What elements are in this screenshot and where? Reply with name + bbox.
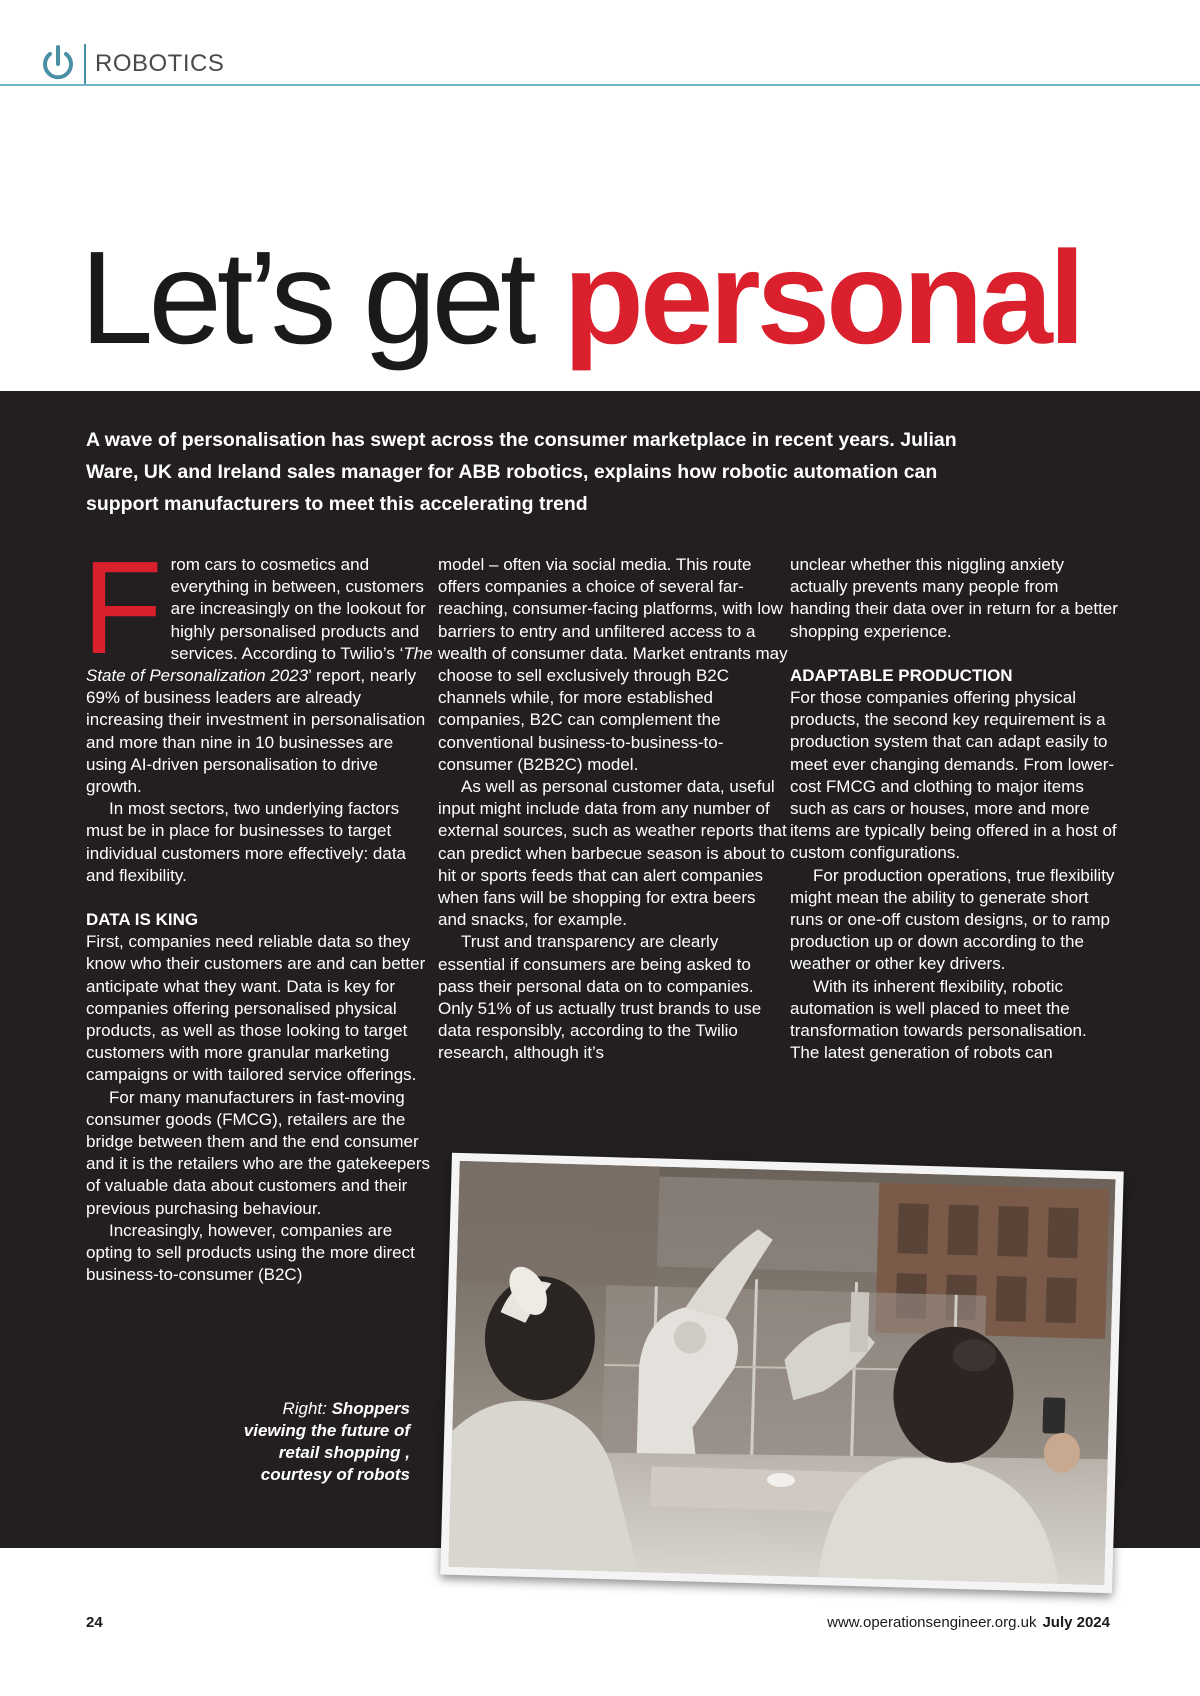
article-photo xyxy=(440,1153,1124,1594)
section-label: ROBOTICS xyxy=(95,50,225,77)
paragraph: As well as personal customer data, useful input might include data from any number of external sources, such as weather reports that can predict when barbecue season is about to hit or sports feeds that can alert companies when fans will be shopping for extra beers and snacks, for example. xyxy=(438,777,787,930)
paragraph: Increasingly, however, companies are opting to sell products using the more direct business-to-consumer (B2C) xyxy=(86,1220,415,1285)
paragraph: model – often via social media. This route offers companies a choice of several far-reaching, consumer-facing platforms, with low barriers to entry and unfiltered access to a wealth of consumer data. Market entrants may choose to sell exclusively through B2C channels while, for more established companies, B2C can complement the conventional business-to-business-to-consumer (B2B2C) model. xyxy=(438,555,788,774)
paragraph: First, companies need reliable data so they know who their customers are and can better anticipate what they want. Data is key for companies offering personalised physical products, as well as those looking to target customers with more granular marketing campaigns or with tailored service offerings. xyxy=(86,932,426,1085)
header-divider xyxy=(84,44,86,84)
subheading-data-is-king: DATA IS KING xyxy=(86,910,199,930)
standfirst: A wave of personalisation has swept across the consumer marketplace in recent years. Julian Ware, UK and Ireland sales manager for ABB robotics, explains how robotic automation can support manufacturers to meet this accelerating trend xyxy=(86,429,957,515)
shoppers-robot-photo xyxy=(448,1161,1115,1585)
subheading-adaptable-production: ADAPTABLE PRODUCTION xyxy=(790,665,1013,685)
photo-caption xyxy=(228,1398,410,1486)
paragraph: unclear whether this niggling anxiety actually prevents many people from handing their data over in return for a better shopping experience. xyxy=(790,555,1118,641)
column-1 xyxy=(82,534,436,1287)
website: www.operationsengineer.org.uk xyxy=(827,1614,1037,1631)
page-header xyxy=(0,0,1200,86)
column-3 xyxy=(790,554,1120,1064)
paragraph: For many manufacturers in fast-moving consumer goods (FMCG), retailers are the bridge between them and the end consumer and it is the retailers who are the gatekeepers of valuable data about customers and their previous purchasing behaviour. xyxy=(86,1087,430,1218)
drop-cap: F xyxy=(82,534,163,681)
paragraph: For those companies offering physical products, the second key requirement is a production system that can adapt easily to meet ever changing demands. From lower-cost FMCG and clothing to major items such as cars or houses, more and more items are typically being offered in a host of custom configurations. xyxy=(790,688,1117,863)
report-title: The State of Personalization 2023 xyxy=(86,643,433,686)
caption-lead: Right: xyxy=(282,1399,327,1418)
col1-p1-end: ’ report, nearly 69% of business leaders are already increasing their investment in personalisation and more than nine in 10 businesses are using AI-driven personalisation to drive growth. xyxy=(86,666,426,797)
paragraph: With its inherent flexibility, robotic automation is well placed to meet the transformation towards personalisation. The latest generation of robots can xyxy=(790,976,1087,1063)
headline-bold: personal xyxy=(563,224,1082,371)
column-2 xyxy=(438,554,788,1065)
paragraph: Trust and transparency are clearly essential if consumers are being asked to pass their personal data on to companies. Only 51% of us actually trust brands to use data responsibly, according to the Twilio research, although it’s xyxy=(438,932,762,1063)
paragraph xyxy=(82,534,436,798)
issue-date: July 2024 xyxy=(1042,1614,1110,1631)
power-icon xyxy=(40,44,76,84)
footer-info xyxy=(827,1614,1110,1631)
headline-light: Let’s get xyxy=(80,224,564,371)
col1-p1-start: rom cars to cosmetics and everything in between, customers are increasingly on the lookout for highly personalised products and services. According to Twilio’s ‘ xyxy=(170,555,426,663)
headline xyxy=(80,224,1082,371)
paragraph: In most sectors, two underlying factors must be in place for businesses to target individual customers more effectively: data and flexibility. xyxy=(86,799,407,885)
paragraph: For production operations, true flexibility might mean the ability to generate short runs or one-off custom designs, or to ramp production up or down according to the weather or other key drivers. xyxy=(790,865,1115,974)
caption-text: Shoppers viewing the future of retail shopping , courtesy of robots xyxy=(243,1399,410,1484)
header-rule xyxy=(0,84,1200,86)
page-number: 24 xyxy=(86,1614,103,1631)
